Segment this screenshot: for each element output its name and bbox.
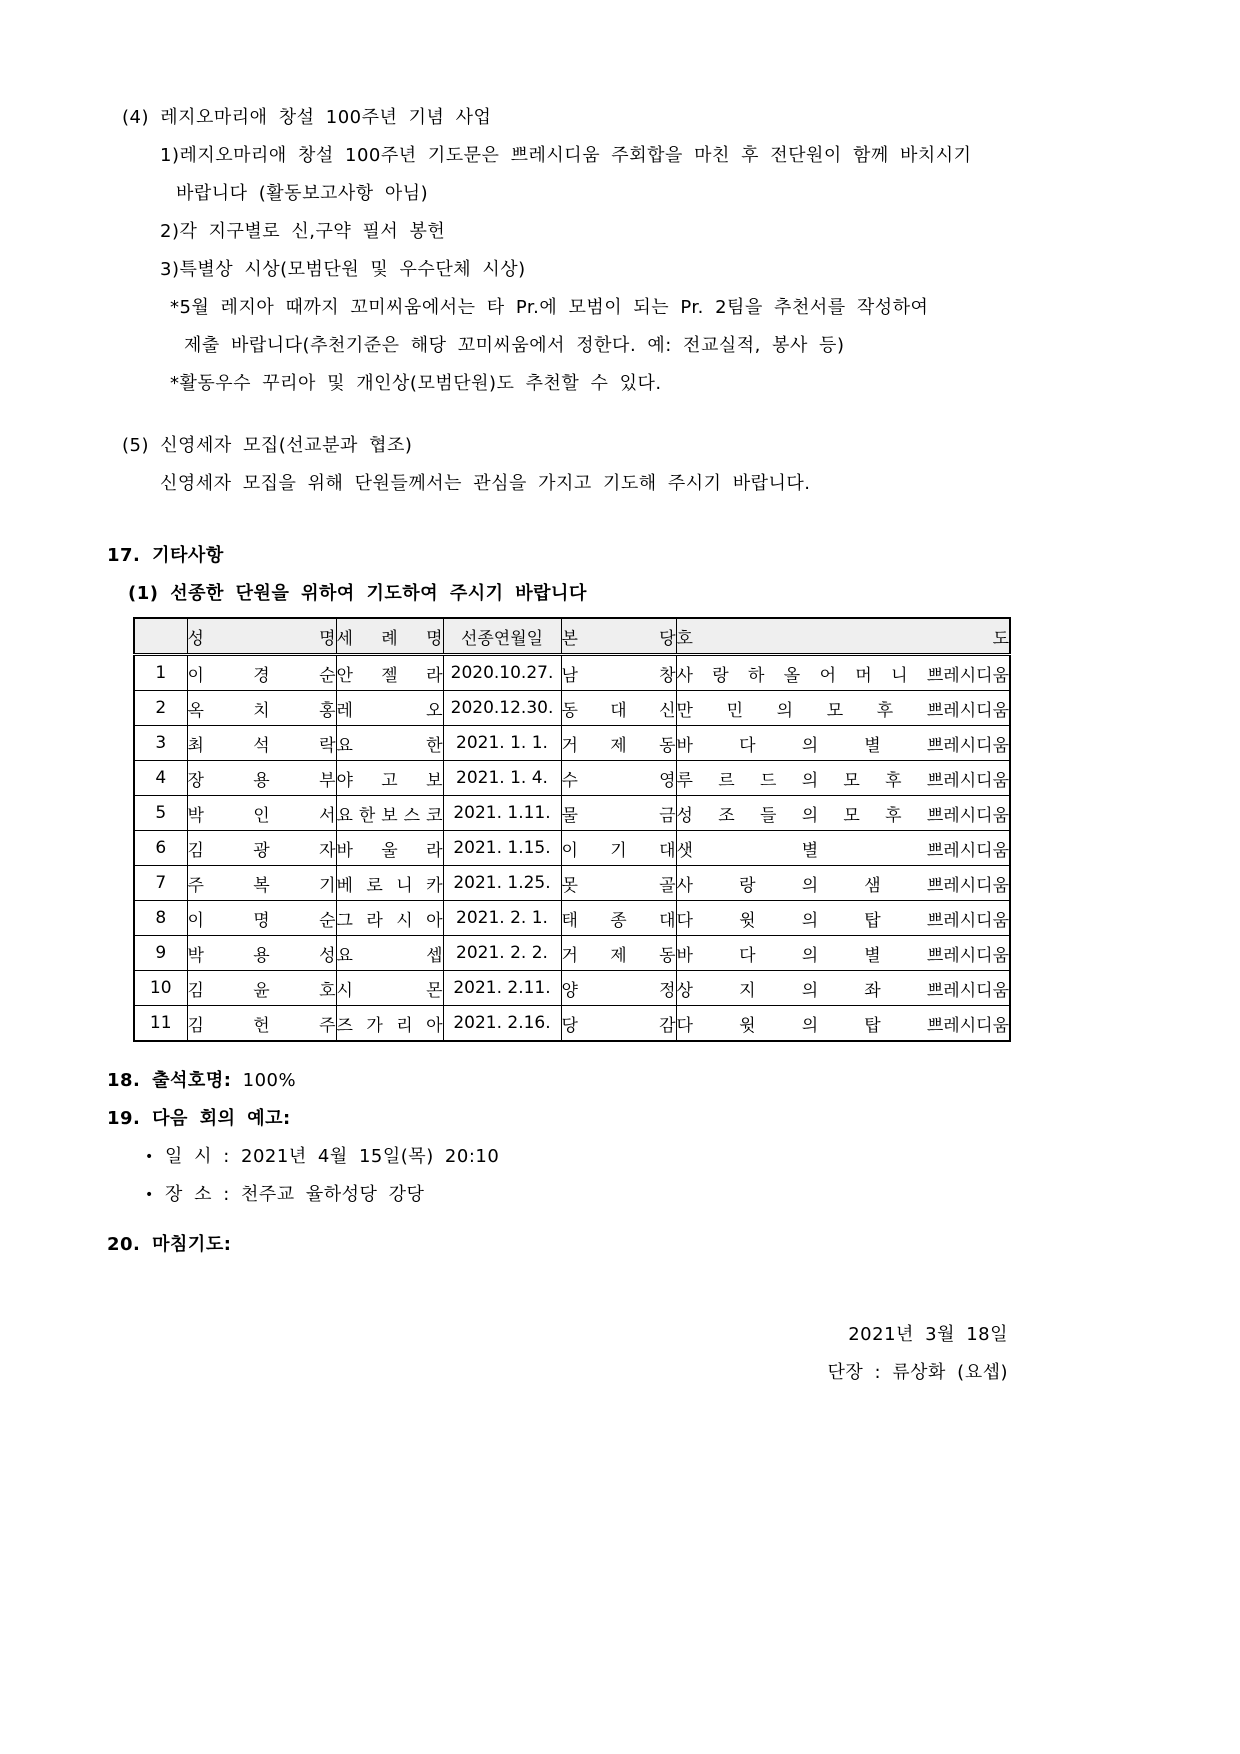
cell-death-date: 2021. 1.15. — [443, 831, 561, 866]
cell-baptismal: 야 고 보 — [336, 761, 443, 796]
cell-parish: 당 감 — [561, 1006, 676, 1042]
col-header-name: 성 명 — [187, 618, 336, 655]
cell-baptismal: 요 한 보 스 코 — [336, 796, 443, 831]
cell-parish: 못 골 — [561, 866, 676, 901]
cell-no: 7 — [134, 866, 187, 901]
cell-death-date: 2021. 1.11. — [443, 796, 561, 831]
cell-name: 김 광 자 — [187, 831, 336, 866]
cell-death-date: 2021. 2.11. — [443, 971, 561, 1006]
cell-no: 5 — [134, 796, 187, 831]
item4-line-7: *활동우수 꾸리아 및 개인상(모범단원)도 추천할 수 있다. — [170, 373, 662, 394]
col-header-death-date: 선종연월일 — [443, 618, 561, 655]
cell-name: 이 경 순 — [187, 655, 336, 691]
cell-name: 김 헌 주 — [187, 1006, 336, 1042]
cell-death-date: 2021. 2. 1. — [443, 901, 561, 936]
item4-line-5: *5월 레지아 때까지 꼬미씨움에서는 타 Pr.에 모범이 되는 Pr. 2팀을 추천서를 작성하여 — [170, 297, 929, 318]
cell-name: 이 명 순 — [187, 901, 336, 936]
cell-baptismal: 안 젤 라 — [336, 655, 443, 691]
item4-line-1: 1)레지오마리애 창설 100주년 기도문은 쁘레시디움 주회합을 마친 후 전단원이 함께 바치시기 — [160, 145, 972, 166]
bullet-icon: • — [145, 1187, 154, 1203]
item4-line-2: 바랍니다 (활동보고사항 아님) — [176, 183, 429, 204]
table-row — [134, 936, 1010, 971]
cell-parish: 태 종 대 — [561, 901, 676, 936]
cell-no: 11 — [134, 1006, 187, 1042]
item5-heading: (5) 신영세자 모집(선교분과 협조) — [122, 435, 413, 456]
section19-heading: 19. 다음 회의 예고: — [107, 1108, 291, 1129]
cell-praesidium: 다 윗 의 탑 쁘레시디움 — [676, 1006, 1010, 1042]
cell-parish: 거 제 동 — [561, 936, 676, 971]
section18-line — [107, 1062, 1008, 1100]
cell-name: 주 복 기 — [187, 866, 336, 901]
cell-parish: 동 대 신 — [561, 691, 676, 726]
cell-no: 4 — [134, 761, 187, 796]
deceased-members-table — [133, 617, 1011, 1042]
table-row — [134, 831, 1010, 866]
table-row — [134, 726, 1010, 761]
cell-praesidium: 샛 별 쁘레시디움 — [676, 831, 1010, 866]
cell-death-date: 2021. 2.16. — [443, 1006, 561, 1042]
cell-baptismal: 그 라 시 아 — [336, 901, 443, 936]
cell-baptismal: 레 오 — [336, 691, 443, 726]
cell-praesidium: 상 지 의 좌 쁘레시디움 — [676, 971, 1010, 1006]
cell-praesidium: 바 다 의 별 쁘레시디움 — [676, 726, 1010, 761]
cell-parish: 거 제 동 — [561, 726, 676, 761]
cell-praesidium: 만 민 의 모 후 쁘레시디움 — [676, 691, 1010, 726]
cell-baptismal: 바 울 라 — [336, 831, 443, 866]
section20-heading: 20. 마침기도: — [107, 1234, 232, 1255]
cell-praesidium: 바 다 의 별 쁘레시디움 — [676, 936, 1010, 971]
cell-no: 1 — [134, 655, 187, 691]
cell-baptismal: 시 몬 — [336, 971, 443, 1006]
col-header-no — [134, 618, 187, 655]
cell-praesidium: 다 윗 의 탑 쁘레시디움 — [676, 901, 1010, 936]
section17-subheading: (1) 선종한 단원을 위하여 기도하여 주시기 바랍니다 — [128, 583, 587, 604]
cell-no: 9 — [134, 936, 187, 971]
footer-date: 2021년 3월 18일 — [848, 1324, 1008, 1345]
table-row — [134, 971, 1010, 1006]
cell-name: 장 용 부 — [187, 761, 336, 796]
cell-death-date: 2021. 1. 4. — [443, 761, 561, 796]
col-header-praesidium: 호 도 — [676, 618, 1010, 655]
cell-baptismal: 즈 가 리 아 — [336, 1006, 443, 1042]
cell-no: 2 — [134, 691, 187, 726]
col-header-baptismal-name: 세 례 명 — [336, 618, 443, 655]
item4-line-4: 3)특별상 시상(모범단원 및 우수단체 시상) — [160, 259, 526, 280]
item4-line-3: 2)각 지구별로 신,구약 필서 봉헌 — [160, 221, 446, 242]
cell-name: 김 윤 호 — [187, 971, 336, 1006]
next-meeting-place — [145, 1176, 1008, 1214]
next-meeting-datetime-text: 일 시 : 2021년 4월 15일(목) 20:10 — [165, 1146, 500, 1167]
cell-baptismal: 베 로 니 카 — [336, 866, 443, 901]
table-row — [134, 866, 1010, 901]
cell-baptismal: 요 셉 — [336, 936, 443, 971]
cell-praesidium: 사 랑 하 올 어 머 니 쁘레시디움 — [676, 655, 1010, 691]
cell-name: 옥 치 홍 — [187, 691, 336, 726]
table-row — [134, 655, 1010, 691]
document-content — [107, 0, 1008, 1392]
bullet-icon: • — [145, 1149, 154, 1165]
cell-parish: 양 정 — [561, 971, 676, 1006]
table-row — [134, 691, 1010, 726]
cell-parish: 물 금 — [561, 796, 676, 831]
footer-signature: 단장 : 류상화 (요셉) — [827, 1362, 1008, 1383]
cell-no: 8 — [134, 901, 187, 936]
cell-parish: 남 창 — [561, 655, 676, 691]
next-meeting-place-text: 장 소 : 천주교 율하성당 강당 — [165, 1184, 425, 1205]
item4-heading: (4) 레지오마리애 창설 100주년 기념 사업 — [122, 107, 492, 128]
table-row — [134, 761, 1010, 796]
section17-heading: 17. 기타사항 — [107, 545, 224, 566]
cell-name: 최 석 락 — [187, 726, 336, 761]
table-row — [134, 796, 1010, 831]
cell-no: 10 — [134, 971, 187, 1006]
cell-death-date: 2021. 1. 1. — [443, 726, 561, 761]
cell-parish: 수 영 — [561, 761, 676, 796]
table-row — [134, 1006, 1010, 1042]
cell-praesidium: 루 르 드 의 모 후 쁘레시디움 — [676, 761, 1010, 796]
cell-name: 박 인 서 — [187, 796, 336, 831]
cell-praesidium: 사 랑 의 샘 쁘레시디움 — [676, 866, 1010, 901]
attendance-value: 100% — [242, 1070, 297, 1091]
attendance-label: 18. 출석호명: — [107, 1070, 232, 1091]
cell-no: 3 — [134, 726, 187, 761]
cell-death-date: 2021. 2. 2. — [443, 936, 561, 971]
cell-death-date: 2020.12.30. — [443, 691, 561, 726]
item5-line-1: 신영세자 모집을 위해 단원들께서는 관심을 가지고 기도해 주시기 바랍니다. — [160, 473, 811, 494]
cell-name: 박 용 성 — [187, 936, 336, 971]
col-header-parish: 본 당 — [561, 618, 676, 655]
cell-death-date: 2020.10.27. — [443, 655, 561, 691]
cell-baptismal: 요 한 — [336, 726, 443, 761]
cell-death-date: 2021. 1.25. — [443, 866, 561, 901]
item4-line-6: 제출 바랍니다(추천기준은 해당 꼬미씨움에서 정한다. 예: 전교실적, 봉사 등) — [184, 335, 845, 356]
table-row — [134, 901, 1010, 936]
cell-praesidium: 성 조 들 의 모 후 쁘레시디움 — [676, 796, 1010, 831]
cell-no: 6 — [134, 831, 187, 866]
table-header-row — [134, 618, 1010, 655]
next-meeting-datetime — [145, 1138, 1008, 1176]
cell-parish: 이 기 대 — [561, 831, 676, 866]
